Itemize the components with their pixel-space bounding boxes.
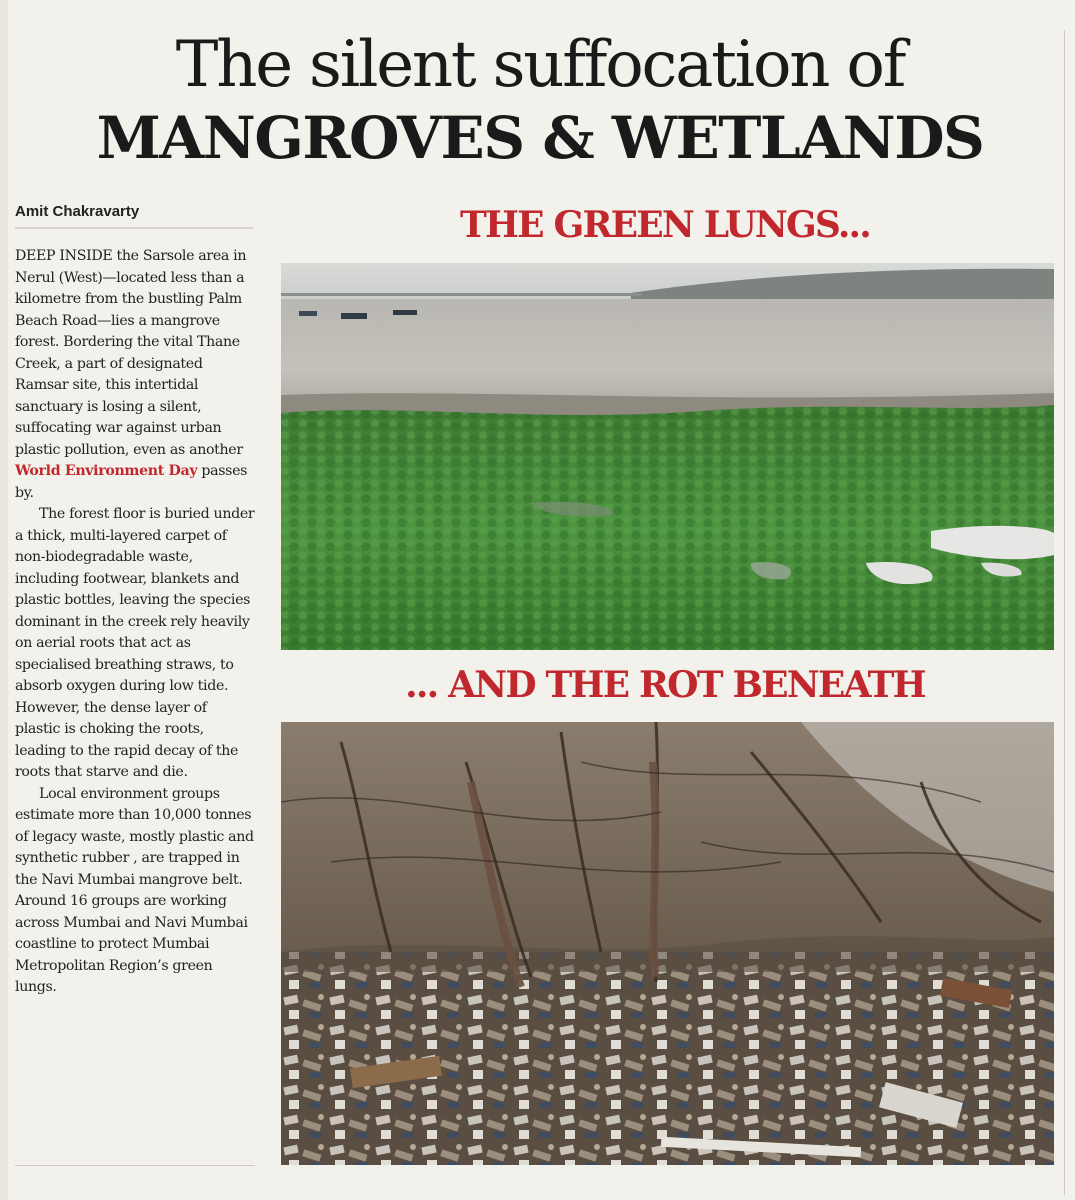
highlight-world-environment-day: World Environment Day	[15, 463, 198, 479]
plastic-waste-photo	[281, 722, 1054, 1165]
mangrove-aerial-photo	[281, 263, 1054, 650]
paragraph-1-text: DEEP INSIDE the Sarsole area in Nerul (West)—located less than a kilometre from the bustling Palm Beach Road—lies a mangrove forest. Bordering the vital Thane Creek, a part of designated Ramsar site, this intertidal sanctuary is losing a silent, suffocating war against urban plastic pollution, even as another	[15, 248, 247, 458]
column-divider	[1064, 30, 1065, 1195]
headline-line-1: The silent suffocation of	[175, 28, 905, 102]
article-paragraph-3: Local environment groups estimate more than 10,000 tonnes of legacy waste, mostly plastic and synthetic rubber , are trapped in the Navi Mumbai mangrove belt. Around 16 groups are working across Mumbai and Navi Mumbai coastline to protect Mumbai Metropolitan Region’s green lungs.	[15, 785, 254, 995]
paragraph-1-tail: passes by.	[15, 463, 248, 501]
byline: Amit Chakravarty	[15, 203, 253, 229]
kicker-rot-beneath: ... AND THE ROT BENEATH	[405, 664, 925, 706]
article-paragraph-2: The forest floor is buried under a thick, multi-layered carpet of non-biodegradable waste, including footwear, blankets and plastic bottles, leaving the species dominant in the creek rely heavily on aerial roots that act as specialised breathing straws, to absorb oxygen during low tide. However, the dense layer of plastic is choking the roots, leading to the rapid decay of the roots that starve and die.	[15, 506, 255, 780]
page-edge	[0, 0, 8, 1200]
headline-line-2: MANGROVES & WETLANDS	[96, 104, 984, 172]
column-bottom-rule	[15, 1165, 255, 1166]
article-body	[15, 246, 255, 999]
headline	[60, 28, 1020, 174]
kicker-green-lungs: THE GREEN LUNGS...	[459, 204, 871, 246]
article-paragraph-1	[15, 246, 255, 504]
